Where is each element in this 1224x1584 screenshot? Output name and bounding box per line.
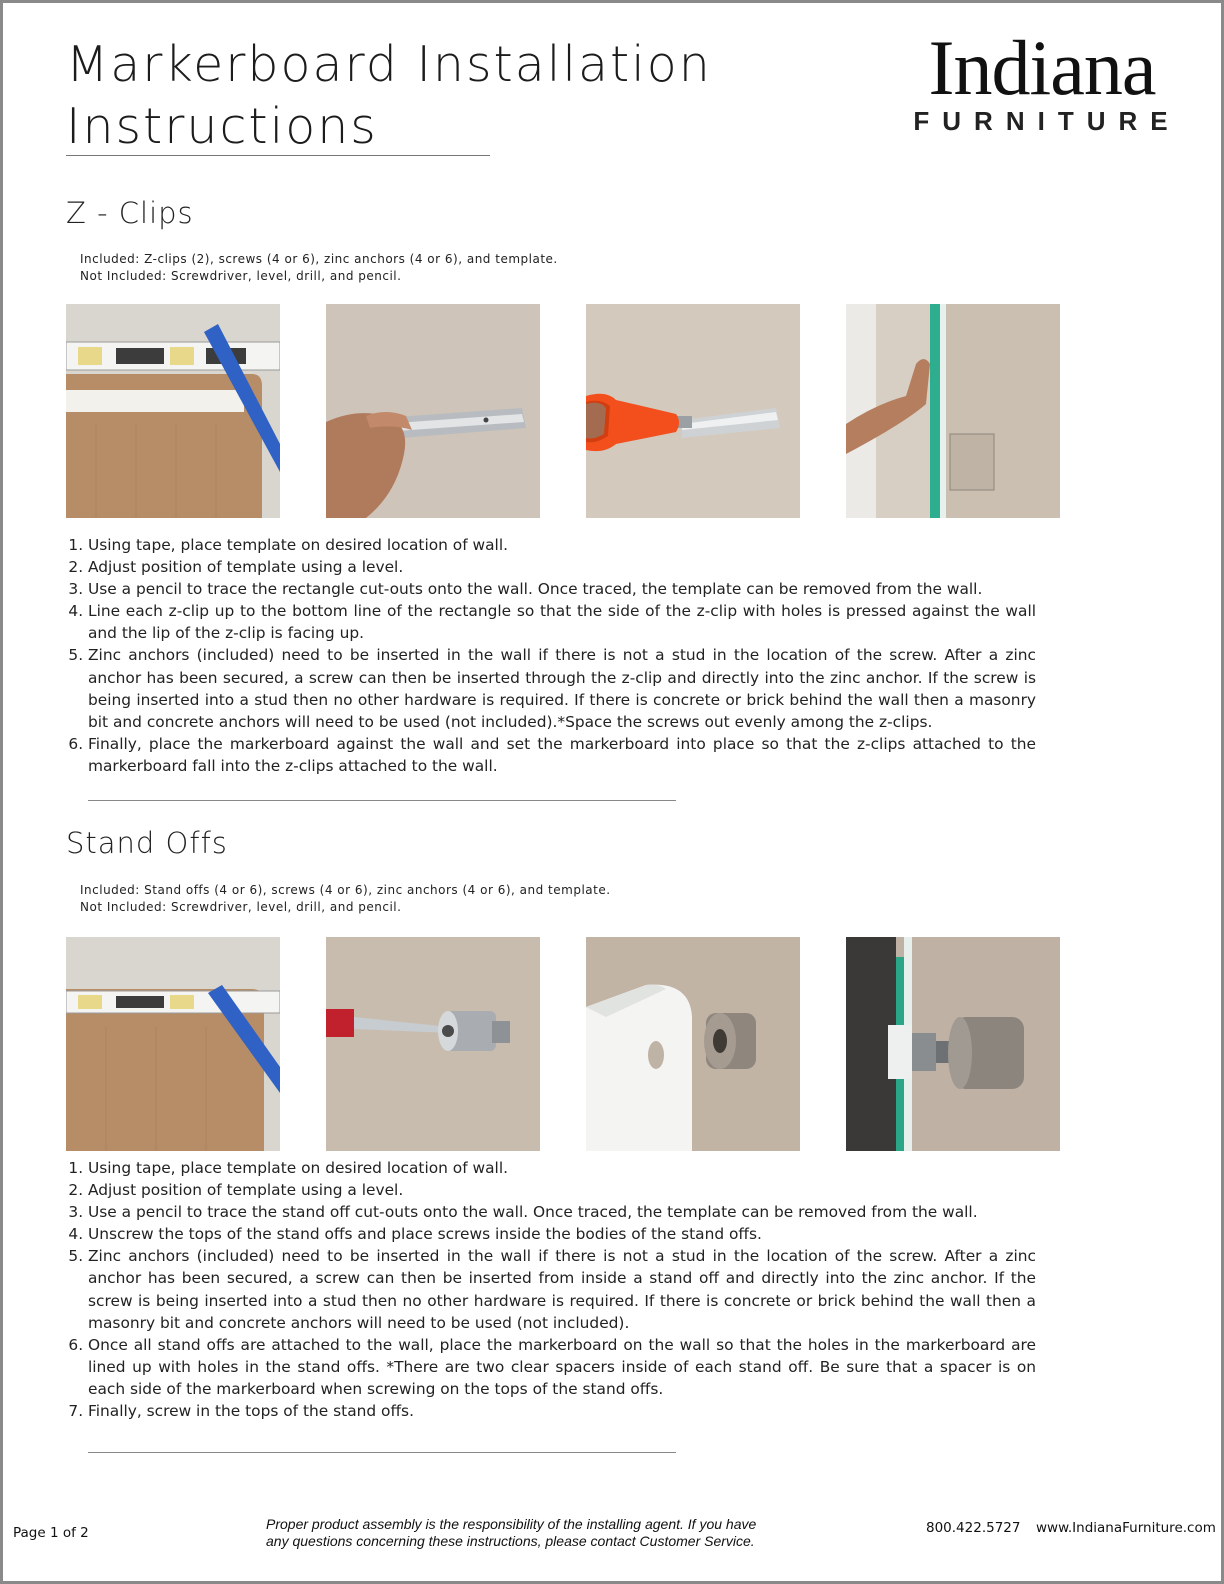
z-clips-step: 3. Use a pencil to trace the rectangle cut-outs onto the wall. Once traced, the template can be removed from the wall. (88, 578, 1036, 600)
z-clips-included-info (80, 251, 558, 285)
stand-offs-heading: Stand Offs (66, 826, 228, 860)
stand-offs-photo-assembly (846, 937, 1060, 1151)
stand-offs-step: 1. Using tape, place template on desired location of wall. (88, 1157, 1036, 1179)
stand-offs-photo-level-template (66, 937, 280, 1151)
document-title (66, 34, 712, 158)
title-line-2: Instructions (66, 98, 378, 155)
logo-subtitle: FURNITURE (913, 106, 1181, 136)
phone-number: 800.422.5727 (926, 1520, 1021, 1536)
z-clips-step: 4. Line each z-clip up to the bottom line of the rectangle so that the side of the z-clip with holes is pressed against the wall and the lip of the z-clip is facing up. (88, 600, 1036, 644)
stand-offs-step: 2. Adjust position of template using a level. (88, 1179, 1036, 1201)
stand-offs-step: 4. Unscrew the tops of the stand offs and place screws inside the bodies of the stand offs. (88, 1223, 1036, 1245)
stand-offs-included-info (80, 882, 611, 916)
z-clips-step: 5. Zinc anchors (included) need to be inserted in the wall if there is not a stud in the location of the screw. After a zinc anchor has been secured, a screw can then be inserted through the z-clip and directly into the zinc anchor. If the screw is being inserted into a stud then no other hardware is required. If there is concrete or brick behind the wall then a masonry bit and concrete anchors will need to be used (not included).*Space the screws out evenly among the z-clips. (88, 644, 1036, 732)
z-clips-step: 6. Finally, place the markerboard against the wall and set the markerboard into place so that the z-clips attached to the markerboard fall into the z-clips attached to the wall. (88, 733, 1036, 777)
z-clips-photo-clip-on-wall (326, 304, 540, 518)
assembly-disclaimer (266, 1516, 786, 1550)
logo-wordmark: Indiana (928, 24, 1156, 111)
z-clips-steps-list (60, 534, 1036, 777)
page-number: Page 1 of 2 (13, 1525, 89, 1541)
disclaimer-line-1: Proper product assembly is the responsibility of the installing agent. If you have (266, 1516, 757, 1532)
stand-offs-step: 6. Once all stand offs are attached to the wall, place the markerboard on the wall so that the holes in the markerboard are lined up with holes in the stand offs. *There are two clear spacers inside of each stand off. Be sure that a spacer is on each side of the markerboard when screwing on the tops of the stand offs. (88, 1334, 1036, 1400)
z-clips-photo-screwdriver (586, 304, 800, 518)
title-line-1: Markerboard Installation (66, 36, 712, 93)
z-clips-photo-level-template (66, 304, 280, 518)
stand-offs-photo-screwdriver (326, 937, 540, 1151)
stand-offs-step: 5. Zinc anchors (included) need to be inserted in the wall if there is not a stud in the location of the screw. After a zinc anchor has been secured, a screw can then be inserted from inside a stand off and directly into the zinc anchor. If the screw is being inserted into a stud then no other hardware is required. If there is concrete or brick behind the wall then a masonry bit and concrete anchors will need to be used (not included). (88, 1245, 1036, 1333)
stand-offs-not-included: Not Included: Screwdriver, level, drill, and pencil. (80, 900, 402, 914)
stand-offs-divider (88, 1452, 676, 1453)
z-clips-included: Included: Z-clips (2), screws (4 or 6), zinc anchors (4 or 6), and template. (80, 252, 558, 266)
z-clips-heading: Z - Clips (66, 196, 194, 230)
disclaimer-line-2: any questions concerning these instructions, please contact Customer Service. (266, 1533, 755, 1549)
stand-offs-step: 3. Use a pencil to trace the stand off cut-outs onto the wall. Once traced, the template can be removed from the wall. (88, 1201, 1036, 1223)
title-divider (66, 155, 490, 156)
stand-offs-steps-list (60, 1157, 1036, 1422)
z-clips-photo-markerboard-hang (846, 304, 1060, 518)
website-link[interactable]: www.IndianaFurniture.com (1036, 1520, 1216, 1536)
z-clips-step: 1. Using tape, place template on desired location of wall. (88, 534, 1036, 556)
stand-offs-included: Included: Stand offs (4 or 6), screws (4 or 6), zinc anchors (4 or 6), and template. (80, 883, 611, 897)
indiana-furniture-logo (894, 24, 1190, 137)
z-clips-not-included: Not Included: Screwdriver, level, drill, and pencil. (80, 269, 402, 283)
stand-offs-photo-markerboard-near (586, 937, 800, 1151)
z-clips-step: 2. Adjust position of template using a level. (88, 556, 1036, 578)
stand-offs-step: 7. Finally, screw in the tops of the stand offs. (88, 1400, 1036, 1422)
z-clips-divider (88, 800, 676, 801)
